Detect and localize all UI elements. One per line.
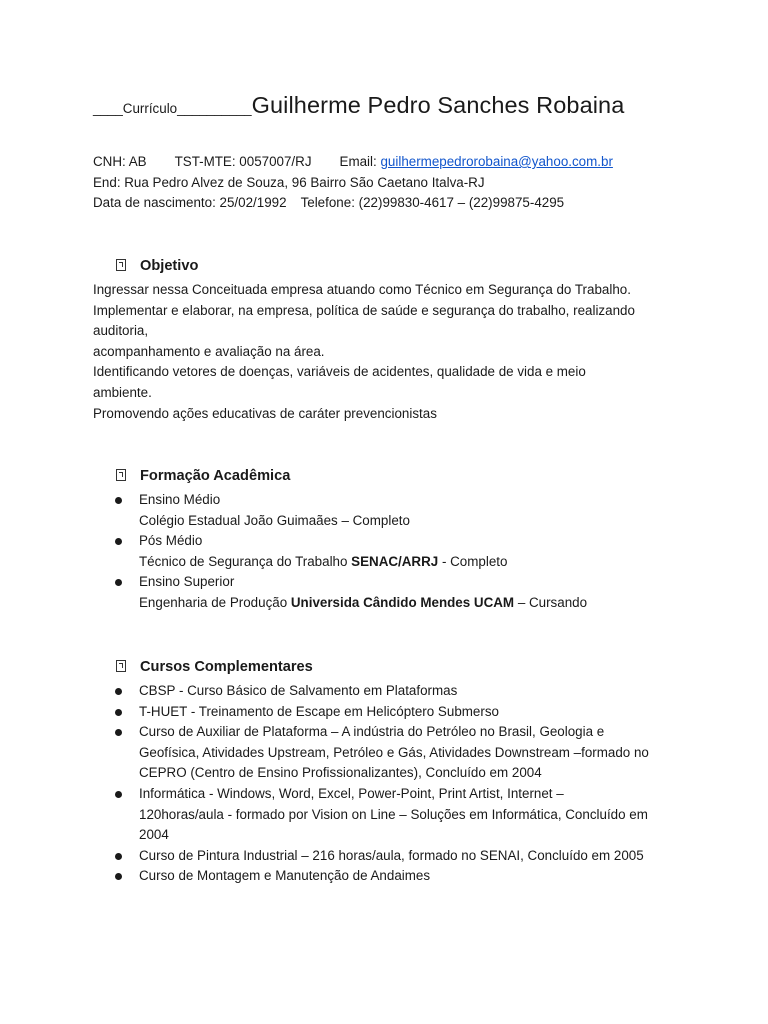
curso-item: [93, 722, 693, 784]
objetivo-line: auditoria,: [93, 323, 149, 339]
contact-line-1: [93, 152, 613, 173]
tst-text: TST-MTE: 0057007/RJ: [174, 154, 312, 169]
curso-item: [93, 702, 693, 723]
checkbox-glyph-icon: [116, 660, 126, 672]
cursos-heading: [116, 659, 313, 675]
objetivo-heading: [116, 258, 198, 274]
curso-item: [93, 846, 693, 867]
formacao-item: [93, 531, 693, 572]
checkbox-glyph-icon: [116, 259, 126, 271]
curso-item: [93, 866, 693, 887]
phone-text: Telefone: (22)99830-4617 – (22)99875-4295: [300, 195, 565, 211]
email-link[interactable]: guilhermepedrorobaina@yahoo.com.br: [380, 154, 613, 169]
formacao-detail-text: Colégio Estadual João Guimaães – Completo: [139, 512, 410, 528]
formacao-item: [93, 572, 693, 613]
curso-line: Curso de Pintura Industrial – 216 horas/aula, formado no SENAI, Concluído em 2005: [139, 847, 644, 863]
curso-line: 2004: [139, 827, 169, 843]
formacao-detail: [139, 552, 693, 573]
curso-item: [93, 784, 693, 846]
objetivo-title: Objetivo: [140, 258, 199, 274]
objetivo-line: Promovendo ações educativas de caráter prevencionistas: [93, 405, 437, 421]
formacao-detail: [139, 511, 693, 532]
bullet-icon: [115, 538, 122, 545]
formacao-detail-text: Engenharia de Produção: [139, 594, 291, 610]
header-label: Currículo: [122, 101, 178, 116]
curso-line: CEPRO (Centro de Ensino Profissionalizantes), Concluído em 2004: [139, 765, 542, 781]
header-label-line: __________: [177, 101, 252, 116]
objetivo-line: Implementar e elaborar, na empresa, política de saúde e segurança do trabalho, realizando: [93, 302, 635, 318]
formacao-level: Ensino Médio: [139, 492, 221, 507]
bullet-icon: [115, 853, 122, 860]
curso-line: 120horas/aula - formado por Vision on Line – Soluções em Informática, Concluído em: [139, 806, 648, 822]
formacao-institution: Universida Cândido Mendes UCAM: [290, 594, 515, 610]
objetivo-line: Ingressar nessa Conceituada empresa atuando como Técnico em Segurança do Trabalho.: [93, 282, 631, 297]
cnh-text: CNH: AB: [93, 154, 147, 169]
formacao-list: [93, 490, 693, 614]
cursos-list: [93, 681, 693, 887]
checkbox-glyph-icon: [116, 469, 126, 481]
cursos-title: Cursos Complementares: [140, 659, 313, 675]
curso-line: Curso de Montagem e Manutenção de Andaimes: [139, 868, 431, 884]
bullet-icon: [115, 791, 122, 798]
curso-line: Geofísica, Atividades Upstream, Petróleo e Gás, Atividades Downstream –formado no: [139, 744, 649, 760]
formacao-title: Formação Acadêmica: [140, 468, 291, 484]
bullet-icon: [115, 729, 122, 736]
contact-line-3: [93, 193, 613, 214]
bullet-icon: [115, 709, 122, 716]
curso-line: CBSP - Curso Básico de Salvamento em Plataformas: [139, 683, 458, 698]
candidate-name: Guilherme Pedro Sanches Robaina: [251, 92, 625, 118]
objetivo-line: Identificando vetores de doenças, variáveis de acidentes, qualidade de vida e meio: [93, 364, 586, 380]
contact-block: [93, 152, 613, 214]
birth-text: Data de nascimento: 25/02/1992: [93, 195, 287, 211]
address-text: End: Rua Pedro Alvez de Souza, 96 Bairro São Caetano Italva-RJ: [93, 174, 485, 190]
formacao-detail: [139, 593, 693, 614]
formacao-status: – Cursando: [514, 594, 588, 610]
curso-line: Curso de Auxiliar de Plataforma – A indústria do Petróleo no Brasil, Geologia e: [139, 724, 605, 740]
curso-item: [93, 681, 693, 702]
objetivo-text: [93, 280, 683, 424]
header-prefix-line: ____: [93, 101, 123, 116]
formacao-institution: SENAC/ARRJ: [351, 553, 439, 569]
curso-line: T-HUET - Treinamento de Escape em Helicóptero Submerso: [139, 703, 499, 719]
bullet-icon: [115, 688, 122, 695]
objetivo-line: ambiente.: [93, 384, 152, 400]
resume-header: [93, 88, 624, 126]
formacao-level: Pós Médio: [139, 533, 203, 549]
formacao-status: - Completo: [438, 553, 508, 569]
formacao-item: [93, 490, 693, 531]
bullet-icon: [115, 497, 122, 504]
bullet-icon: [115, 873, 122, 880]
formacao-detail-text: Técnico de Segurança do Trabalho: [139, 553, 352, 569]
objetivo-line: acompanhamento e avaliação na área.: [93, 343, 325, 359]
formacao-heading: [116, 468, 290, 484]
bullet-icon: [115, 579, 122, 586]
formacao-level: Ensino Superior: [139, 574, 235, 590]
email-label: Email:: [339, 154, 377, 169]
curso-line: Informática - Windows, Word, Excel, Power-Point, Print Artist, Internet –: [139, 785, 564, 801]
